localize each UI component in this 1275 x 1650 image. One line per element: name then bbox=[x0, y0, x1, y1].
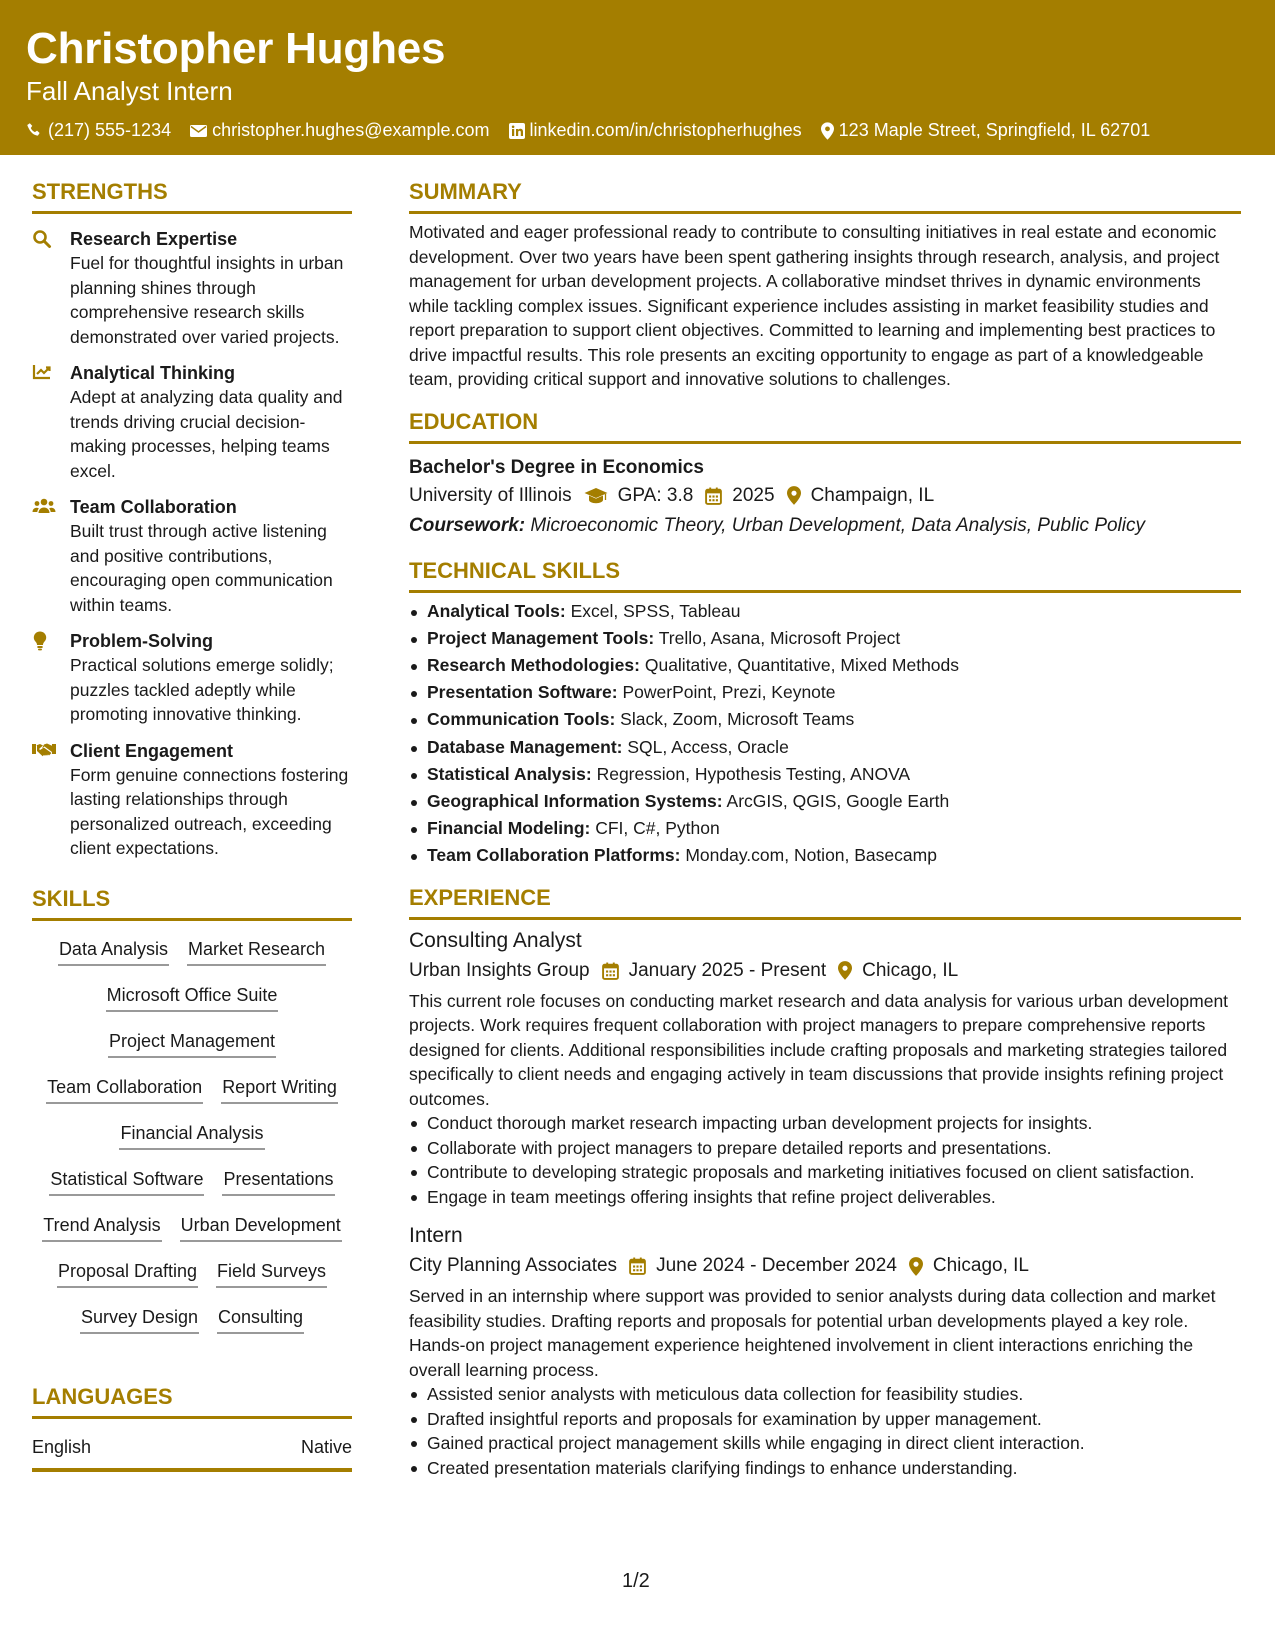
phone-text: (217) 555-1234 bbox=[48, 120, 172, 140]
job-entry bbox=[409, 926, 1241, 1210]
calendar-icon bbox=[705, 487, 722, 505]
search-icon bbox=[32, 229, 52, 249]
left-column bbox=[32, 178, 352, 1472]
gpa-value: GPA: 3.8 bbox=[617, 484, 694, 506]
job-description: Served in an internship where support was provided to senior analysts during data collection and market feasibility studies. Drafting reports and proposals for potential urban developments played a key role. Hands-on project management experience heightened involvement in client interactions enriching the overall learning process. bbox=[409, 1286, 1216, 1380]
chart-line-icon bbox=[32, 363, 52, 381]
list-item: Assisted senior analysts with meticulous data collection for feasibility studies. bbox=[409, 1382, 1241, 1407]
contact-address bbox=[821, 120, 1151, 141]
skills-heading: SKILLS bbox=[32, 885, 352, 921]
languages-heading: LANGUAGES bbox=[32, 1383, 352, 1419]
list-item: Drafted insightful reports and proposals for examination by upper management. bbox=[409, 1407, 1241, 1432]
page-number: 1/2 bbox=[622, 1570, 650, 1592]
handshake-icon bbox=[32, 741, 56, 759]
graduation-cap-icon bbox=[584, 487, 608, 505]
strength-title: Client Engagement bbox=[70, 740, 234, 761]
phone-icon bbox=[26, 122, 43, 139]
skill-chip: Statistical Software bbox=[49, 1165, 204, 1196]
job-location: Chicago, IL bbox=[862, 959, 959, 981]
education-meta bbox=[409, 481, 1241, 511]
strength-title: Team Collaboration bbox=[70, 497, 237, 517]
list-item: Geographical Information Systems: ArcGIS, QGIS, Google Earth bbox=[409, 788, 1241, 815]
language-name: English bbox=[32, 1436, 92, 1457]
skill-chip: Presentations bbox=[222, 1165, 334, 1196]
list-item: Team Collaboration Platforms: Monday.com, Notion, Basecamp bbox=[409, 842, 1241, 869]
list-item: Created presentation materials clarifying findings to enhance understanding. bbox=[409, 1456, 1241, 1481]
list-item: Analytical Tools: Excel, SPSS, Tableau bbox=[409, 598, 1241, 625]
job-location: Chicago, IL bbox=[932, 1255, 1030, 1277]
right-column bbox=[409, 178, 1241, 1480]
lightbulb-icon bbox=[32, 631, 48, 651]
map-pin-icon bbox=[821, 122, 834, 140]
language-level: Native bbox=[300, 1436, 352, 1457]
list-item: Research Methodologies: Qualitative, Quantitative, Mixed Methods bbox=[409, 652, 1241, 679]
skill-chip: Consulting bbox=[217, 1303, 304, 1334]
strength-title: Research Expertise bbox=[70, 229, 238, 249]
list-item: Conduct thorough market research impacting urban development projects for insights. bbox=[409, 1111, 1241, 1136]
linkedin-text: linkedin.com/in/christopherhughes bbox=[529, 120, 802, 140]
education-heading: EDUCATION bbox=[409, 408, 1241, 444]
job-meta bbox=[409, 1251, 1241, 1281]
calendar-icon bbox=[629, 1257, 646, 1275]
company-name: City Planning Associates bbox=[409, 1255, 618, 1277]
skill-chip: Proposal Drafting bbox=[57, 1257, 198, 1288]
job-title: Consulting Analyst bbox=[409, 928, 582, 952]
list-item: Collaborate with project managers to prepare detailed reports and presentations. bbox=[409, 1136, 1241, 1161]
map-pin-icon bbox=[909, 1257, 923, 1276]
list-item: Gained practical project management skills while engaging in direct client interaction. bbox=[409, 1431, 1241, 1456]
coursework-line bbox=[409, 511, 1241, 541]
contact-email[interactable] bbox=[190, 120, 489, 141]
skill-chip: Project Management bbox=[108, 1027, 276, 1058]
job-meta bbox=[409, 956, 1241, 986]
contact-linkedin[interactable] bbox=[509, 120, 802, 141]
list-item: Project Management Tools: Trello, Asana, Microsoft Project bbox=[409, 625, 1241, 652]
address-text: 123 Maple Street, Springfield, IL 62701 bbox=[838, 120, 1151, 140]
strength-desc: Fuel for thoughtful insights in urban planning shines through comprehensive research skills demonstrated over varied projects. bbox=[70, 253, 344, 347]
list-item: Contribute to developing strategic proposals and marketing initiatives focused on client satisfaction. bbox=[409, 1160, 1241, 1185]
list-item: Engage in team meetings offering insights that refine project deliverables. bbox=[409, 1185, 1241, 1210]
skill-chip: Survey Design bbox=[80, 1303, 199, 1334]
skill-chip: Field Surveys bbox=[216, 1257, 327, 1288]
skill-chip: Trend Analysis bbox=[42, 1211, 161, 1242]
strengths-list bbox=[32, 227, 352, 861]
technical-skills-list bbox=[409, 598, 1241, 870]
list-item: Statistical Analysis: Regression, Hypothesis Testing, ANOVA bbox=[409, 761, 1241, 788]
skill-chip: Data Analysis bbox=[58, 935, 169, 966]
summary-heading: SUMMARY bbox=[409, 178, 1241, 214]
skill-chip: Report Writing bbox=[221, 1073, 338, 1104]
list-item: Presentation Software: PowerPoint, Prezi, Keynote bbox=[409, 679, 1241, 706]
school-name: University of Illinois bbox=[409, 484, 572, 506]
map-pin-icon bbox=[838, 961, 852, 980]
strength-item bbox=[32, 629, 352, 727]
company-name: Urban Insights Group bbox=[409, 959, 590, 981]
experience-heading: EXPERIENCE bbox=[409, 884, 1241, 920]
language-row bbox=[32, 1437, 352, 1472]
strength-desc: Form genuine connections fostering lasting relationships through personalized outreach, exceeding client expectations. bbox=[70, 764, 349, 858]
job-entry bbox=[409, 1221, 1241, 1480]
strength-item bbox=[32, 227, 352, 349]
candidate-role: Fall Analyst Intern bbox=[26, 76, 233, 106]
skill-chip: Microsoft Office Suite bbox=[106, 981, 279, 1012]
strengths-heading: STRENGTHS bbox=[32, 178, 352, 214]
skills-list bbox=[32, 921, 352, 1343]
graduation-year: 2025 bbox=[732, 484, 775, 506]
linkedin-icon bbox=[509, 123, 525, 139]
skill-chip: Urban Development bbox=[180, 1211, 342, 1242]
contact-bar bbox=[26, 120, 1249, 141]
degree-title: Bachelor's Degree in Economics bbox=[409, 456, 704, 478]
technical-skills-heading: TECHNICAL SKILLS bbox=[409, 557, 1241, 593]
list-item: Financial Modeling: CFI, C#, Python bbox=[409, 815, 1241, 842]
skill-chip: Financial Analysis bbox=[119, 1119, 264, 1150]
calendar-icon bbox=[602, 962, 619, 980]
school-location: Champaign, IL bbox=[810, 484, 935, 506]
list-item: Database Management: SQL, Access, Oracle bbox=[409, 734, 1241, 761]
strength-title: Problem-Solving bbox=[70, 631, 214, 651]
job-title: Intern bbox=[409, 1224, 463, 1248]
job-description: This current role focuses on conducting market research and data analysis for various urban development projects. Work requires frequent collaboration with project managers to prepare comprehensive reports designed for clients. Additional responsibilities include crafting proposals and marketing strategies tailored specifically to client needs and engaging actively in team discussions that provide insights refining project outcomes. bbox=[409, 990, 1229, 1109]
coursework-label: Coursework: bbox=[409, 514, 526, 536]
email-text: christopher.hughes@example.com bbox=[212, 120, 490, 140]
skill-chip: Market Research bbox=[187, 935, 326, 966]
coursework-text: Microeconomic Theory, Urban Development, Data Analysis, Public Policy bbox=[530, 514, 1145, 536]
job-bullets bbox=[409, 1382, 1241, 1480]
strength-desc: Adept at analyzing data quality and trends driving crucial decision-making processes, helping teams excel. bbox=[70, 387, 343, 481]
users-icon bbox=[32, 497, 56, 515]
job-dates: June 2024 - December 2024 bbox=[656, 1255, 897, 1277]
summary-text: Motivated and eager professional ready to contribute to consulting initiatives in real estate and economic development. Over two years have been spent gathering insights through research, analysis, and project management for urban development projects. A collaborative mindset thrives in dynamic environments while tackling complex issues. Significant experience includes assisting in market feasibility studies and report preparation to support client objectives. Committed to learning and implementing best practices to drive impactful results. This role presents an exciting opportunity to engage as part of a knowledgeable team, providing critical support and innovative solutions to challenges. bbox=[409, 222, 1220, 389]
envelope-icon bbox=[190, 124, 207, 138]
strength-desc: Built trust through active listening and positive contributions, encouraging open communication within teams. bbox=[70, 521, 333, 615]
job-bullets bbox=[409, 1111, 1241, 1209]
strength-desc: Practical solutions emerge solidly; puzzles tackled adeptly while promoting innovative thinking. bbox=[70, 655, 334, 724]
skill-chip: Team Collaboration bbox=[46, 1073, 203, 1104]
list-item: Communication Tools: Slack, Zoom, Microsoft Teams bbox=[409, 706, 1241, 733]
strength-item bbox=[32, 361, 352, 483]
map-pin-icon bbox=[787, 486, 801, 505]
strength-title: Analytical Thinking bbox=[70, 363, 236, 383]
strength-item bbox=[32, 495, 352, 617]
contact-phone[interactable] bbox=[26, 120, 171, 141]
candidate-name: Christopher Hughes bbox=[26, 24, 446, 73]
job-dates: January 2025 - Present bbox=[628, 959, 827, 981]
resume-header bbox=[0, 0, 1275, 155]
strength-item bbox=[32, 739, 352, 861]
